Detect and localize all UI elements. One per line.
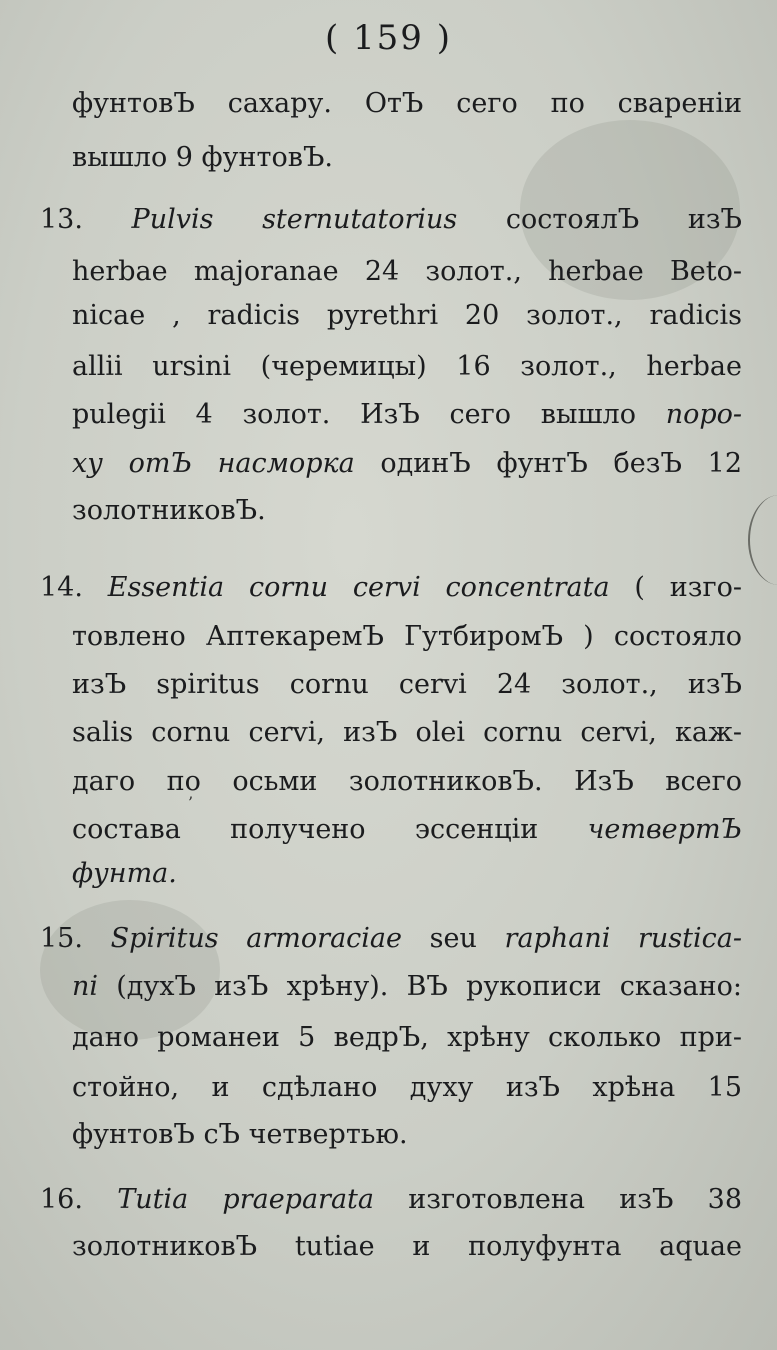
line-text: товлено АптекаремЪ ГутбиромЪ ) состояло [72,621,742,652]
text-line [72,141,333,175]
line-text: изготовлена изЪ 38 [374,1184,742,1215]
line-text: даго по осьми золотниковЪ. ИзЪ всего [72,766,742,797]
text-line [72,447,742,481]
line-text: состоялЪ изЪ [457,204,742,235]
text-line [40,203,742,237]
page-number: ( 159 ) [324,18,453,58]
line-text: seu [402,923,505,954]
italic-text: ni [72,971,99,1002]
text-line [72,1118,408,1152]
text-line [72,299,742,333]
line-text: allii ursini (черемицы) 16 золот., herbae [72,351,742,382]
line-text: одинЪ фунтЪ безЪ 12 [354,448,742,479]
text-line [72,1071,742,1105]
line-text: herbae majoranae 24 золот., herbae Beto- [72,256,742,287]
text-line [40,1183,742,1217]
text-line [72,87,742,121]
text-line [72,857,177,891]
italic-text: raphani rustica- [504,923,742,954]
line-text: вышло 9 фунтовЪ. [72,142,333,173]
line-text: фунтовЪ сЪ четвертью. [72,1119,408,1150]
italic-text: Tutia praeparata [117,1184,375,1215]
line-text: (духЪ изЪ хрѣну). ВЪ рукописи сказано: [98,971,742,1002]
text-line [72,255,742,289]
line-text: изЪ spiritus cornu cervi 24 золот., изЪ [72,669,742,700]
text-line [72,970,742,1004]
text-line [72,716,742,750]
italic-text: ху отЪ насморка [72,448,355,479]
text-line [72,765,742,799]
line-text: 16. [40,1184,118,1215]
line-text: 14. [40,572,108,603]
text-line [40,571,742,605]
line-text: salis cornu cervi, изЪ olei cornu cervi, каж- [72,717,742,748]
page-edge-curl [748,495,777,585]
italic-text: Pulvis sternutatorius [131,204,458,235]
line-text: pulegii 4 золот. ИзЪ сего вышло [72,399,666,430]
line-text: 13. [40,204,132,235]
text-line [72,398,742,432]
line-text: nicae , radicis pyrethri 20 золот., radicis [72,300,742,331]
line-text: 15. [40,923,111,954]
line-text: фунтовЪ сахару. ОтЪ сего по свареніи [72,88,742,119]
text-line [72,1230,742,1264]
line-text: стойно, и сдѣлано духу изЪ хрѣна 15 [72,1072,742,1103]
text-line [72,350,742,384]
text-line [72,620,742,654]
text-line [72,813,742,847]
line-text: золотниковЪ. [72,495,266,526]
italic-text: Spiritus armoraciae [110,923,402,954]
text-line [40,922,742,956]
line-text: ( изго- [609,572,742,603]
italic-text: четвертЪ [587,814,742,845]
line-text: состава получено эссенціи [72,814,588,845]
italic-text: поро- [665,399,742,430]
line-text: золотниковЪ tutiae и полуфунта aquae [72,1231,742,1262]
line-text: дано романеи 5 ведрЪ, хрѣну сколько при- [72,1022,742,1053]
text-line [72,668,742,702]
ink-mark: ’ [188,793,194,812]
italic-text: фунта. [72,858,177,889]
text-line [72,494,266,528]
text-line [72,1021,742,1055]
italic-text: Essentia cornu cervi concentrata [107,572,610,603]
